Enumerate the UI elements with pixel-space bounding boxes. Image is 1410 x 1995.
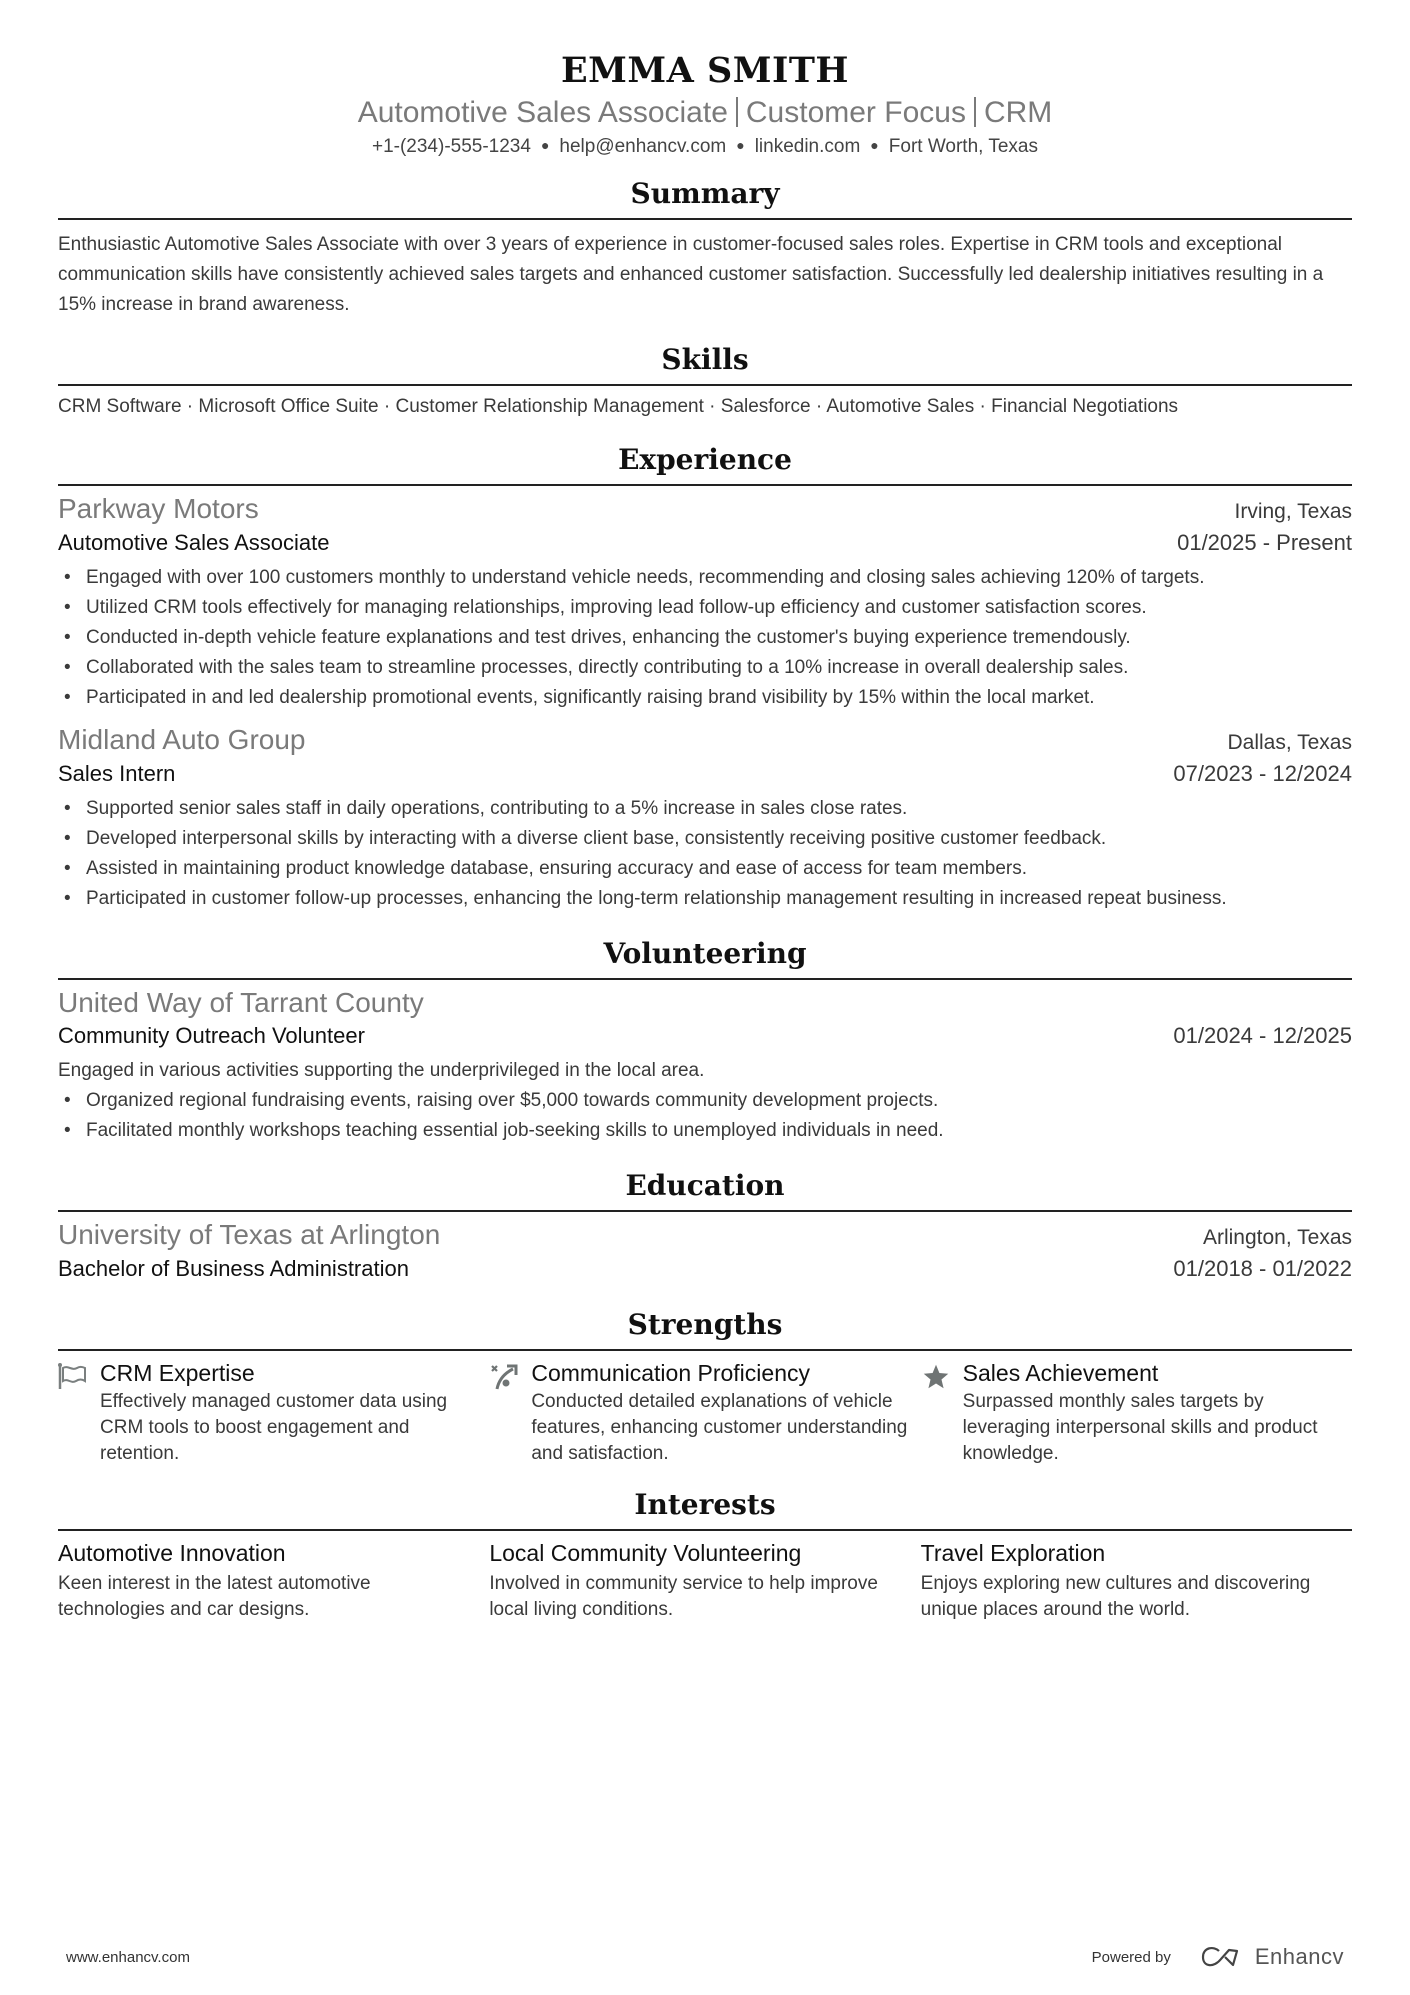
- volunteering-section: [58, 936, 1352, 1146]
- section-heading: Volunteering: [603, 937, 807, 970]
- bullet-item: • Assisted in maintaining product knowledge database, ensuring accuracy and ease of access for team members.: [58, 854, 1352, 884]
- section-heading: Interests: [634, 1488, 776, 1521]
- powered-by: [1092, 1944, 1344, 1970]
- job-bullets: [58, 794, 1352, 914]
- section-divider: [58, 1210, 1352, 1212]
- bullet-item: • Participated in customer follow-up processes, enhancing the long-term relationship management resulting in increased repeat business.: [58, 884, 1352, 914]
- bullet-item: • Utilized CRM tools effectively for managing relationships, improving lead follow-up efficiency and customer satisfaction scores.: [58, 593, 1352, 623]
- job-location: Dallas, Texas: [1227, 731, 1352, 754]
- interest-item: [489, 1537, 920, 1623]
- bullet-item: • Collaborated with the sales team to streamline processes, directly contributing to a 10% increase in overall dealership sales.: [58, 653, 1352, 683]
- job-dates: 07/2023 - 12/2024: [1173, 761, 1352, 786]
- volunteer-bullets: [58, 1086, 1352, 1146]
- interest-item: [921, 1537, 1352, 1623]
- bullet-item: • Participated in and led dealership promotional events, significantly raising brand visibility by 15% within the local market.: [58, 683, 1352, 713]
- interest-description: Involved in community service to help improve local living conditions.: [489, 1573, 878, 1620]
- strength-item: [58, 1357, 489, 1467]
- strength-description: Effectively managed customer data using CRM tools to boost engagement and retention.: [100, 1391, 448, 1464]
- location: Fort Worth, Texas: [888, 136, 1039, 157]
- job-title: Sales Intern: [58, 761, 176, 786]
- section-divider: [58, 1529, 1352, 1531]
- job-entry: [58, 723, 1352, 914]
- bullet-separator: ●: [736, 137, 745, 153]
- job-entry: [58, 492, 1352, 713]
- bullet-separator: ●: [540, 137, 550, 153]
- interest-title: Automotive Innovation: [58, 1540, 286, 1566]
- page-footer: [66, 1944, 1344, 1970]
- section-divider: [58, 218, 1352, 220]
- bullet-separator: ●: [870, 137, 879, 153]
- interest-item: [58, 1537, 489, 1623]
- strategy-arrow-icon: [489, 1357, 531, 1467]
- contact-line: [58, 132, 1352, 160]
- phone: +1-(234)-555-1234: [371, 136, 531, 157]
- strength-description: Conducted detailed explanations of vehicle features, enhancing customer understanding and satisfaction.: [531, 1391, 908, 1464]
- resume-header: [58, 0, 1352, 160]
- job-location: Irving, Texas: [1234, 500, 1352, 523]
- section-divider: [58, 1349, 1352, 1351]
- divider: [736, 97, 738, 127]
- headline-part: Automotive Sales Associate: [357, 96, 728, 129]
- headline-part: CRM: [983, 96, 1053, 129]
- enhancv-logo-icon: [1199, 1945, 1247, 1969]
- strength-title: CRM Expertise: [100, 1360, 255, 1386]
- email-link[interactable]: help@enhancv.com: [559, 136, 727, 157]
- job-title: Automotive Sales Associate: [58, 530, 330, 555]
- strength-description: Surpassed monthly sales targets by leveraging interpersonal skills and product knowledge.: [962, 1391, 1318, 1464]
- skills-list: CRM Software · Microsoft Office Suite · Customer Relationship Management · Salesforce · Automotive Sales · Financial Negotiations: [58, 396, 1179, 417]
- candidate-name: EMMA SMITH: [560, 50, 849, 91]
- strength-title: Communication Proficiency: [531, 1360, 810, 1386]
- interest-title: Travel Exploration: [920, 1540, 1106, 1566]
- section-heading: Experience: [618, 443, 792, 476]
- website-link[interactable]: www.enhancv.com: [66, 1948, 190, 1966]
- bullet-item: • Developed interpersonal skills by interacting with a diverse client base, consistently receiving positive customer feedback.: [58, 824, 1352, 854]
- star-icon: [921, 1357, 963, 1467]
- volunteer-role: Community Outreach Volunteer: [58, 1023, 365, 1048]
- resume-page: [58, 0, 1352, 1623]
- education-section: [58, 1168, 1352, 1285]
- volunteer-description: Engaged in various activities supporting the underprivileged in the local area.: [58, 1060, 705, 1081]
- headline: [58, 94, 1352, 132]
- experience-section: [58, 442, 1352, 914]
- school-name: University of Texas at Arlington: [58, 1219, 441, 1250]
- divider: [974, 97, 976, 127]
- organization-name: United Way of Tarrant County: [58, 987, 424, 1018]
- headline-part: Customer Focus: [745, 96, 966, 129]
- section-heading: Skills: [661, 343, 749, 376]
- interests-section: [58, 1487, 1352, 1623]
- section-divider: [58, 978, 1352, 980]
- interest-description: Enjoys exploring new cultures and discovering unique places around the world.: [920, 1573, 1311, 1620]
- section-heading: Summary: [630, 177, 780, 210]
- brand-name: Enhancv: [1254, 1944, 1344, 1969]
- bullet-item: • Conducted in-depth vehicle feature explanations and test drives, enhancing the customer's buying experience tremendously.: [58, 623, 1352, 653]
- interest-title: Local Community Volunteering: [489, 1540, 802, 1566]
- section-heading: Strengths: [627, 1308, 783, 1341]
- summary-text: Enthusiastic Automotive Sales Associate with over 3 years of experience in customer-focused sales roles. Expertise in CRM tools and exceptional communication skills have consistently achieved sales targets and enhanced customer satisfaction. Successfully led dealership initiatives resulting in a 15% increase in brand awareness.: [58, 234, 1324, 315]
- strength-item: [489, 1357, 920, 1467]
- volunteer-dates: 01/2024 - 12/2025: [1173, 1023, 1352, 1048]
- flag-icon: [58, 1357, 100, 1467]
- section-divider: [58, 484, 1352, 486]
- powered-by-label: Powered by: [1091, 1948, 1171, 1966]
- education-dates: 01/2018 - 01/2022: [1173, 1256, 1352, 1281]
- strengths-section: [58, 1307, 1352, 1467]
- interest-description: Keen interest in the latest automotive technologies and car designs.: [58, 1573, 371, 1620]
- skills-section: [58, 342, 1352, 422]
- bullet-item: • Facilitated monthly workshops teaching essential job-seeking skills to unemployed individuals in need.: [58, 1116, 1352, 1146]
- section-heading: Education: [625, 1169, 785, 1202]
- job-bullets: [58, 563, 1352, 713]
- company-name: Midland Auto Group: [58, 724, 306, 755]
- company-name: Parkway Motors: [58, 493, 259, 524]
- summary-section: [58, 176, 1352, 320]
- linkedin-link[interactable]: linkedin.com: [754, 136, 861, 157]
- bullet-item: • Organized regional fundraising events, raising over $5,000 towards community development projects.: [58, 1086, 1352, 1116]
- bullet-item: • Supported senior sales staff in daily operations, contributing to a 5% increase in sales close rates.: [58, 794, 1352, 824]
- bullet-item: • Engaged with over 100 customers monthly to understand vehicle needs, recommending and closing sales achieving 120% of targets.: [58, 563, 1352, 593]
- strength-item: [921, 1357, 1352, 1467]
- job-dates: 01/2025 - Present: [1177, 530, 1352, 555]
- strength-title: Sales Achievement: [962, 1360, 1159, 1386]
- school-location: Arlington, Texas: [1202, 1226, 1352, 1249]
- degree: Bachelor of Business Administration: [58, 1256, 409, 1281]
- section-divider: [58, 384, 1352, 386]
